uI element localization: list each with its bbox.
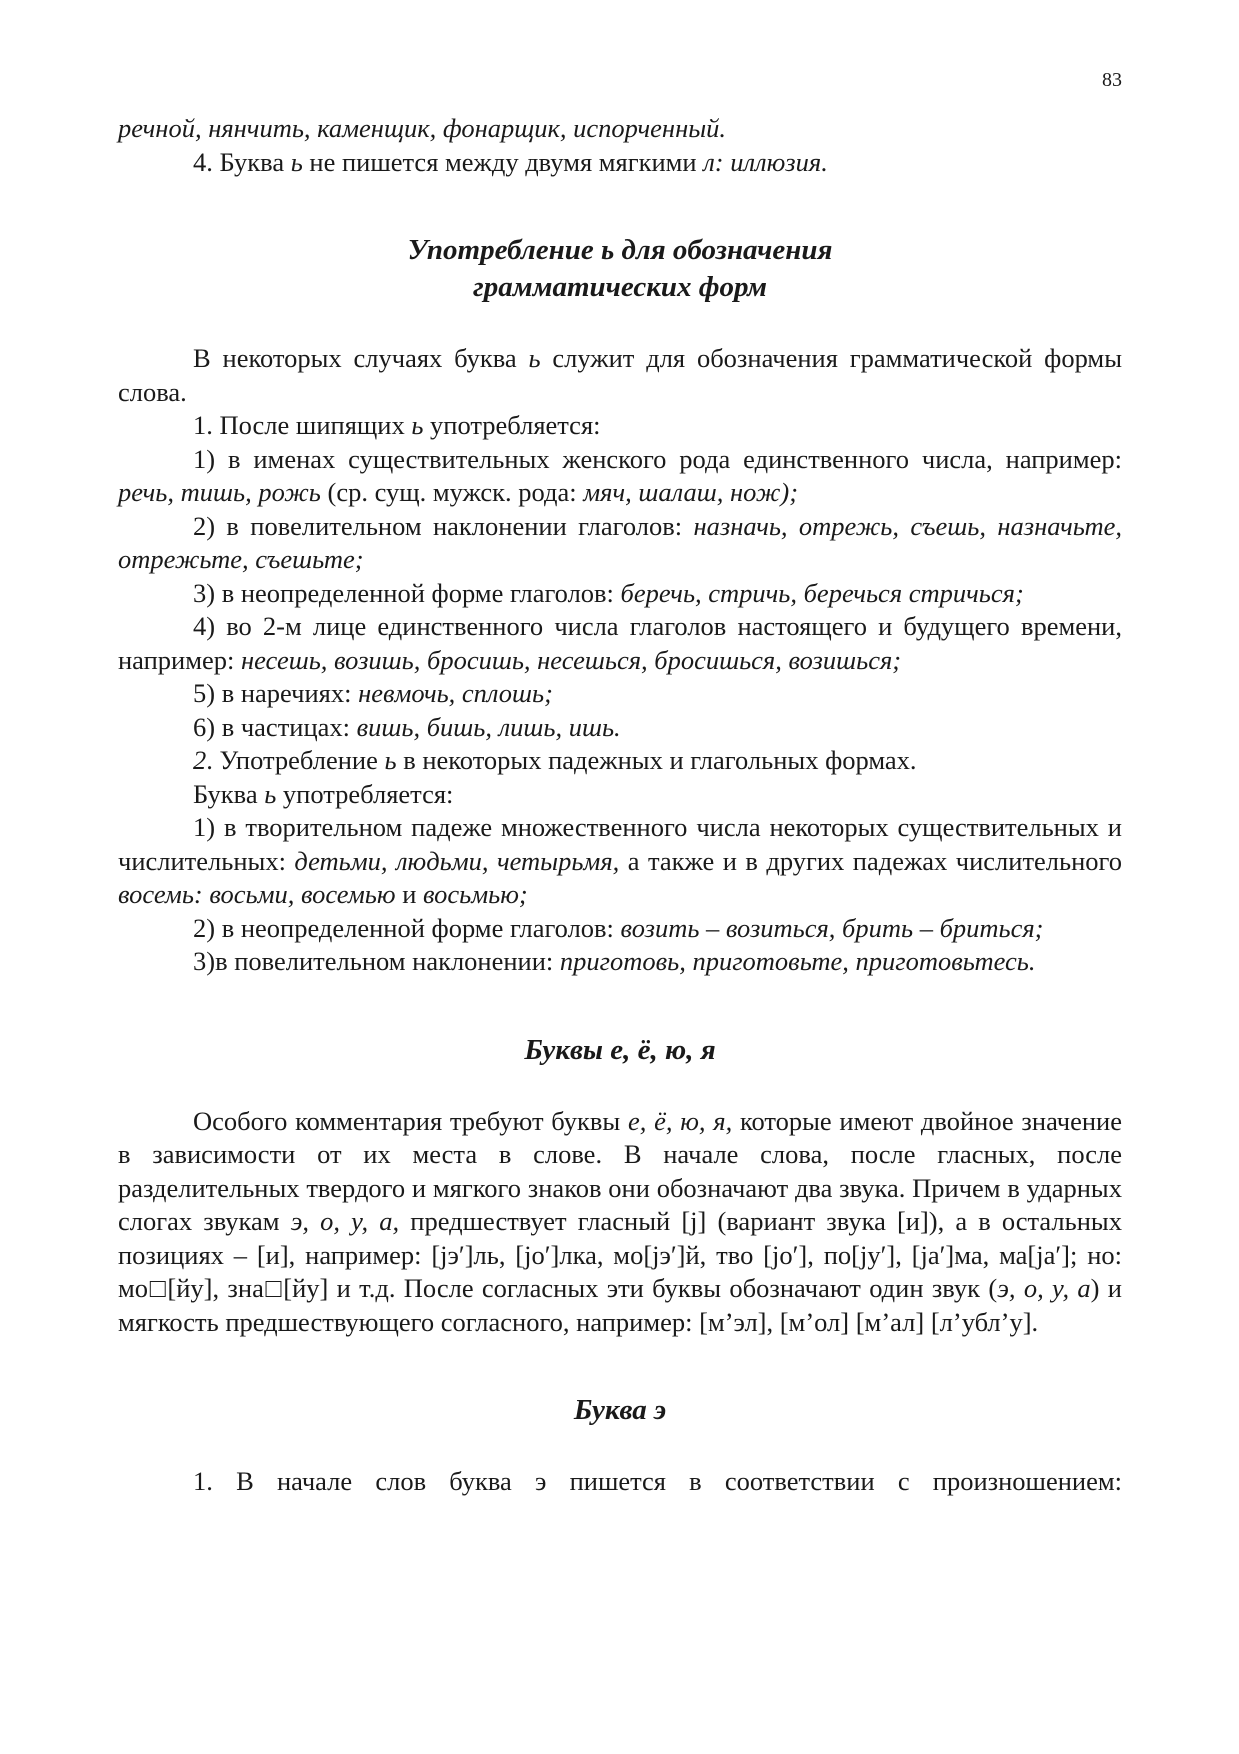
example-run: речь, тишь, рожь	[118, 477, 321, 507]
item-number: 2	[193, 745, 207, 775]
paragraph	[118, 912, 1122, 946]
example-run: детьми, людьми, четырьмя,	[294, 845, 620, 876]
text-run: 1) в именах существительных женского рода единственного числа, например:	[193, 443, 1122, 474]
text-run: (ср. сущ. мужск. рода:	[320, 477, 584, 507]
text-run: служит для обозначения грамматической формы слова.	[118, 343, 1122, 407]
text-run: 1) в творительном падеже множественного числа некоторых существительных и числительных:	[118, 812, 1122, 876]
text-run: которые имеют двойное значение в зависимости от их места в слове. В начале слова, после гласных, после разделительных твердого и мягкого знаков они обозначают два звука. Причем в ударных слогах звукам	[118, 1105, 1122, 1236]
letter-soft-sign: ь	[384, 745, 397, 775]
paragraph	[118, 443, 1122, 510]
paragraph	[118, 610, 1122, 677]
text-run: и	[395, 879, 423, 909]
letter-soft-sign: ь	[528, 343, 541, 373]
paragraph	[118, 945, 1122, 979]
paragraph	[118, 510, 1122, 577]
text-run: 2) в повелительном наклонении глаголов:	[193, 510, 694, 541]
paragraph	[118, 778, 1122, 812]
title-line-1: Употребление ь для обозначения	[407, 234, 833, 266]
text-run: 3)в повелительном наклонении:	[193, 946, 560, 976]
rule-4	[118, 146, 1122, 180]
title-line-2: грамматических форм	[473, 271, 767, 303]
example-run: беречь, стричь, беречься стричься;	[620, 577, 1024, 608]
example-run: восемь: восьми, восемью	[118, 879, 396, 909]
paragraph	[118, 811, 1122, 912]
letter-soft-sign: ь	[290, 146, 303, 177]
text-run: предшествует гласный [j] (вариант звука [и]), а в остальных позициях – [и], например: [jэ′]ль, [jо′]лка, мо[jэ′]й, тво [jо′], по[jу′], [jа′]ма, ма[jа′]; но: мо□[йу], зна□[йу] и т.д. После согласных эти буквы обозначают один звук (	[118, 1206, 1122, 1303]
example-run: л: иллюзия.	[703, 146, 828, 177]
example-run: восьмью;	[423, 879, 528, 909]
text-run: В некоторых случаях буква	[193, 343, 529, 373]
text-run: употребляется:	[423, 410, 601, 440]
text-run: употребляется:	[276, 778, 454, 809]
example-run: э, о, у, а	[997, 1273, 1091, 1303]
paragraph: 1. В начале слов буква э пишется в соответствии с произношением:	[193, 1466, 1122, 1496]
text-run: а также и в других падежах числительного	[619, 845, 1122, 876]
paragraph	[118, 577, 1122, 611]
text-run: 1. После шипящих	[193, 410, 412, 440]
section-title-vowels: Буквы е, ё, ю, я	[524, 1033, 716, 1066]
intro-line	[118, 112, 1122, 146]
example-run: е, ё, ю, я,	[627, 1105, 733, 1136]
paragraph	[118, 744, 1122, 778]
section-title-letter-e: Буква э	[573, 1394, 667, 1426]
text-run: не пишется между двумя мягкими	[302, 146, 704, 177]
letter-soft-sign: ь	[411, 410, 424, 440]
paragraph	[118, 711, 1122, 745]
text-run: Особого комментария требуют буквы	[193, 1105, 628, 1136]
section-title-soft-sign	[118, 232, 1122, 306]
example-run: мяч, шалаш, нож);	[583, 477, 799, 507]
example-run: назначь, отрежь, съешь, назначьте, отрежьте, съешьте;	[118, 510, 1122, 574]
example-run: вишь, бишь, лишь, ишь.	[356, 711, 621, 742]
example-run: э, о, у, а,	[290, 1206, 400, 1236]
text-run: 2) в неопределенной форме глаголов:	[193, 912, 621, 943]
intro-examples: речной, нянчить, каменщик, фонарщик, испорченный.	[118, 113, 727, 143]
paragraph	[118, 1105, 1122, 1340]
example-run: приготовь, приготовьте, приготовьтесь.	[559, 946, 1036, 976]
document-page	[118, 70, 1122, 1499]
paragraph	[118, 342, 1122, 409]
text-run: в некоторых падежных и глагольных формах.	[396, 745, 917, 775]
page-number: 83	[1102, 69, 1122, 91]
paragraph	[118, 409, 1122, 443]
example-run: возить – возиться, брить – бриться;	[620, 912, 1044, 943]
example-run: невмочь, сплошь;	[358, 678, 553, 708]
text-run: ) и мягкость предшествующего согласного, например: [м’эл], [м’ол] [м’ал] [л’убл’у].	[118, 1273, 1122, 1337]
paragraph	[118, 677, 1122, 711]
text-run: 5) в наречиях:	[193, 678, 359, 708]
example-run: несешь, возишь, бросишь, несешься, бросишься, возишься;	[240, 644, 902, 675]
text-run: . Употребление	[206, 745, 385, 775]
text-run: Буква	[193, 778, 265, 809]
text-run: 4. Буква	[193, 146, 291, 177]
letter-soft-sign: ь	[264, 778, 277, 809]
text-run: 6) в частицах:	[193, 711, 357, 742]
text-run: 3) в неопределенной форме глаголов:	[193, 577, 621, 608]
text-run: 4) во 2-м лице единственного числа глаголов настоящего и будущего времени, например:	[118, 611, 1122, 675]
